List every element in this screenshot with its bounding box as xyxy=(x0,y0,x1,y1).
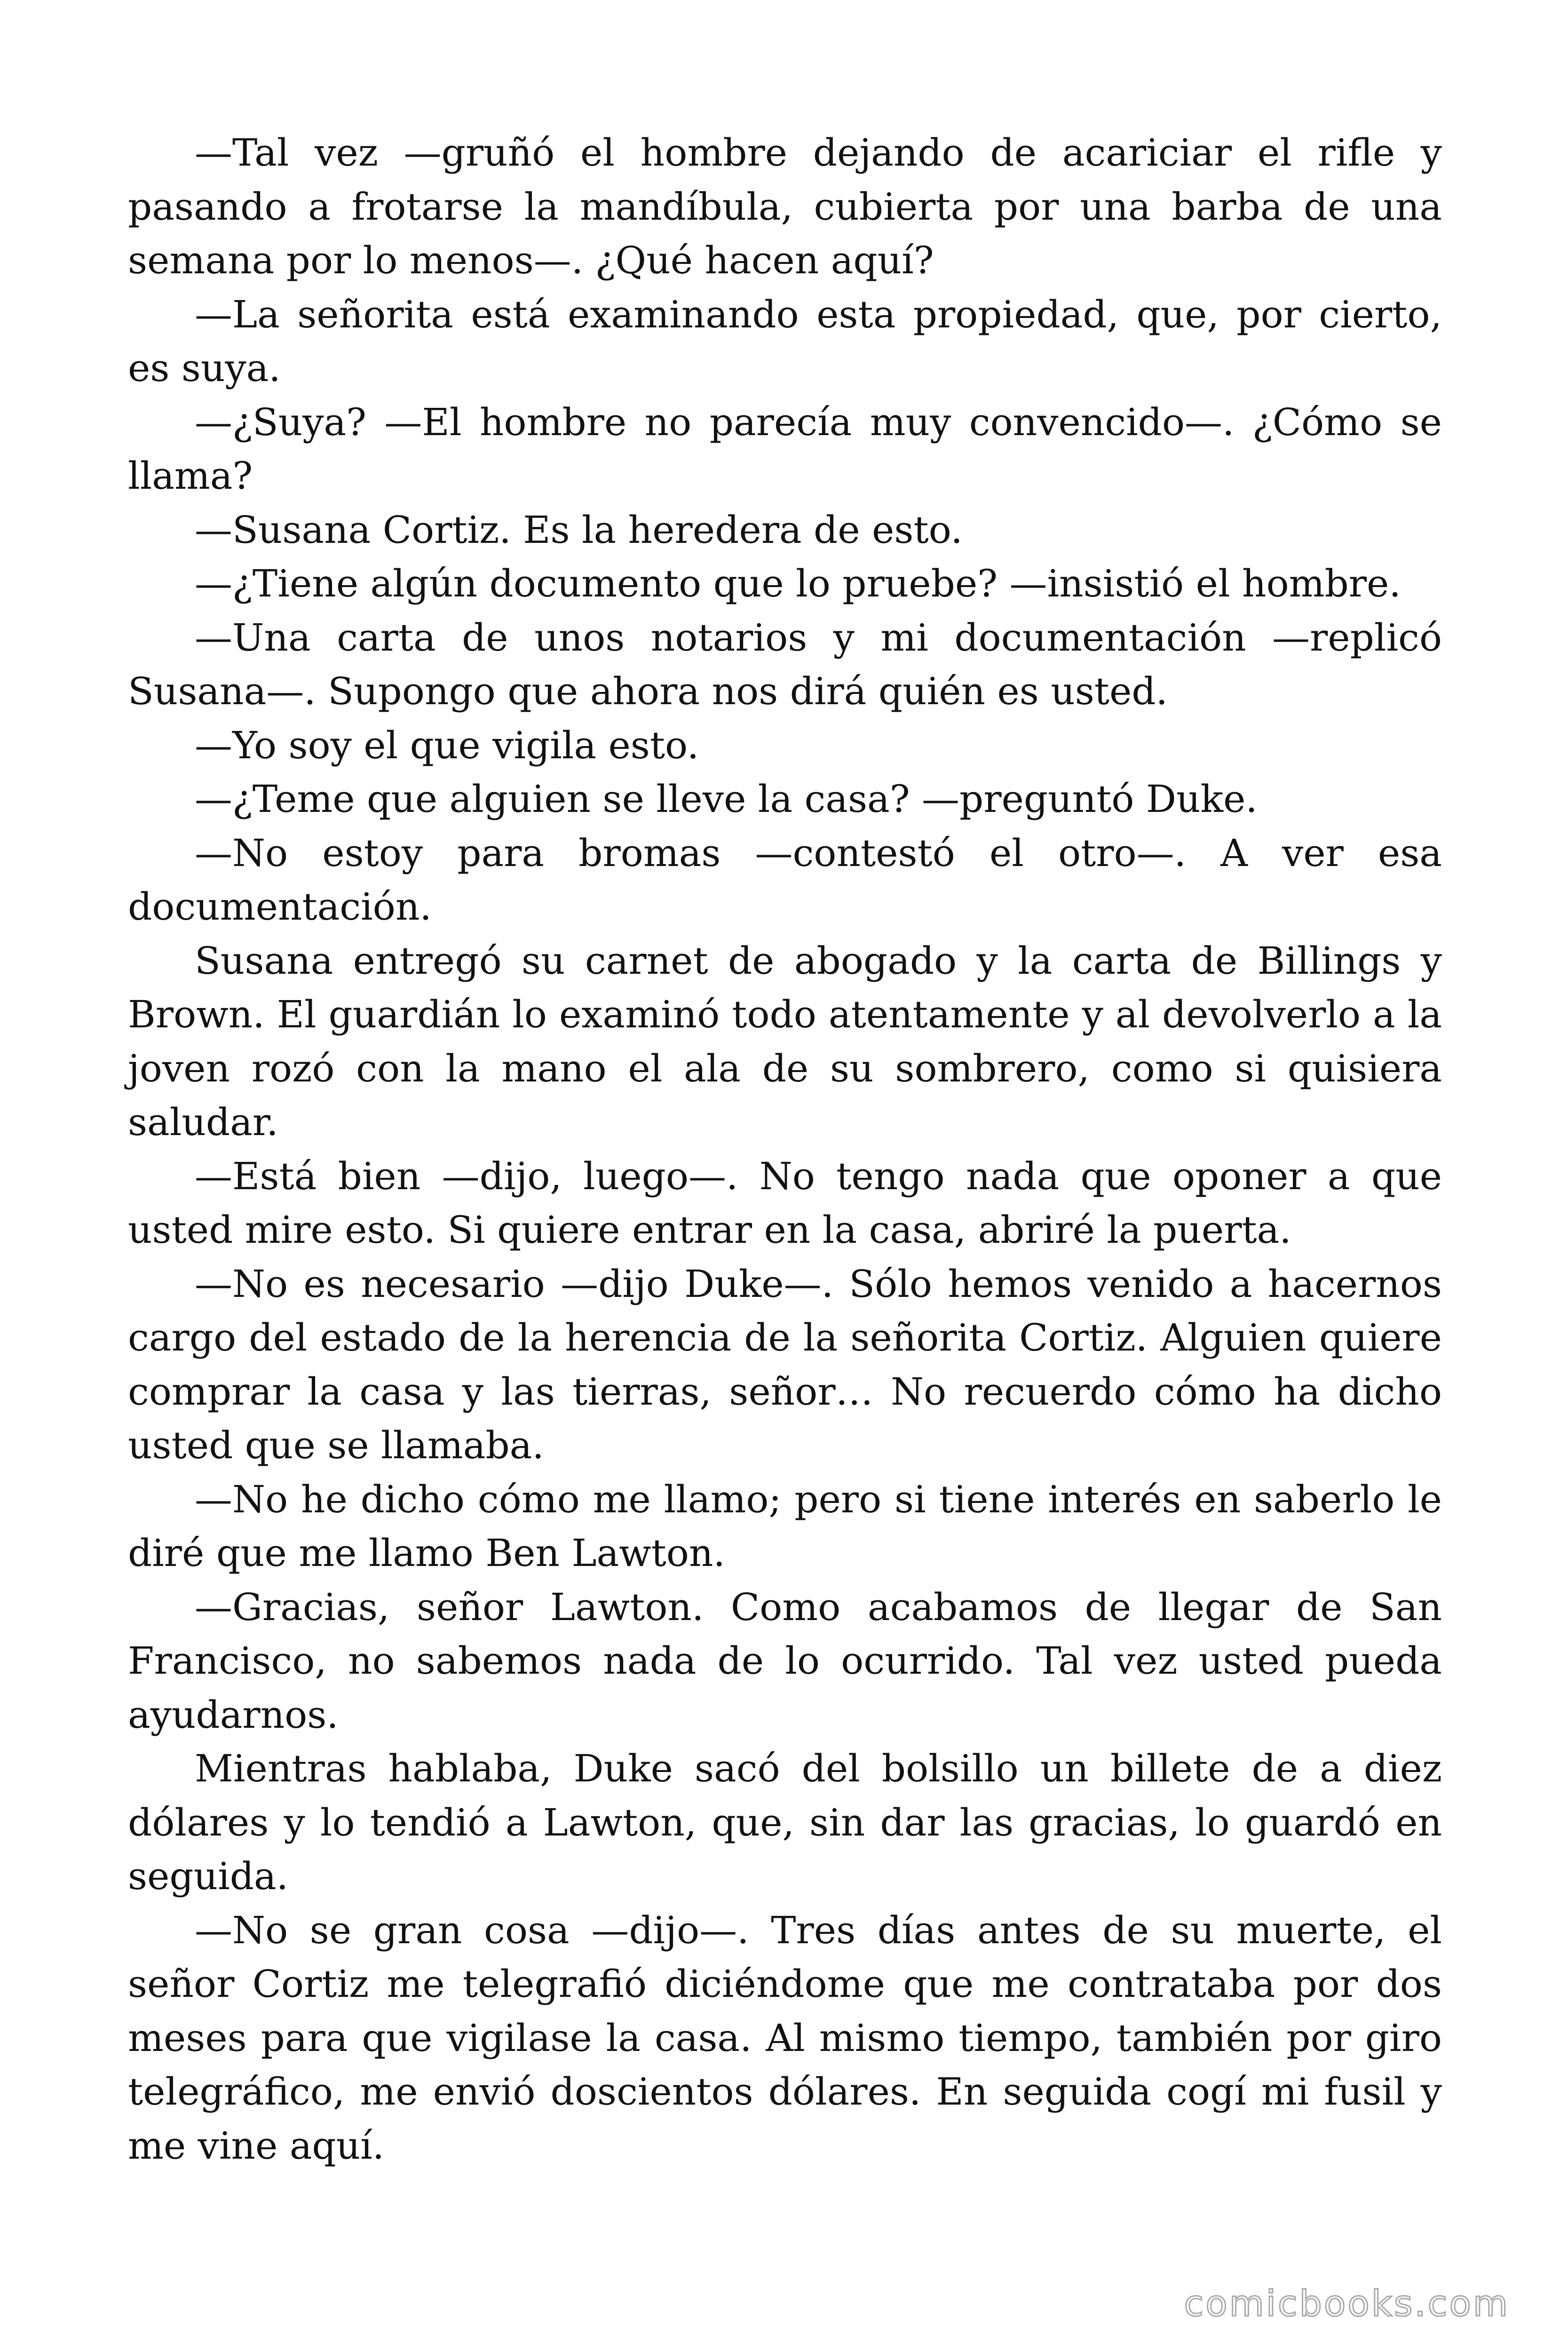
paragraph: —Está bien —dijo, luego—. No tengo nada que oponer a que usted mire esto. Si quiere entrar en la casa, abriré la puerta. xyxy=(128,1154,1442,1252)
paragraph: Mientras hablaba, Duke sacó del bolsillo un billete de a diez dólares y lo tendió a Lawton, que, sin dar las gracias, lo guardó en seguida. xyxy=(128,1747,1442,1898)
paragraph: —¿Suya? —El hombre no parecía muy convencido—. ¿Cómo se llama? xyxy=(128,400,1442,498)
paragraph: —¿Tiene algún documento que lo pruebe? —insistió el hombre. xyxy=(195,562,1401,605)
page-body xyxy=(128,126,1442,2173)
paragraph: —Tal vez —gruñó el hombre dejando de acariciar el rifle y pasando a frotarse la mandíbula, cubierta por una barba de una semana por lo menos—. ¿Qué hacen aquí? xyxy=(128,131,1442,282)
paragraph: Susana entregó su carnet de abogado y la carta de Billings y Brown. El guardián lo examinó todo atentamente y al devolverlo a la joven rozó con la mano el ala de su sombrero, como si quisiera saludar. xyxy=(128,938,1442,1144)
watermark: comicbooks.com xyxy=(1184,2282,1510,2324)
paragraph: —No se gran cosa —dijo—. Tres días antes de su muerte, el señor Cortiz me telegrafió diciéndome que me contrataba por dos meses para que vigilase la casa. Al mismo tiempo, también por giro telegráfico, me envió doscientos dólares. En seguida cogí mi fusil y me vine aquí. xyxy=(128,1908,1442,2168)
paragraph: —Una carta de unos notarios y mi documentación —replicó Susana—. Supongo que ahora nos dirá quién es usted. xyxy=(128,615,1442,713)
paragraph: —Yo soy el que vigila esto. xyxy=(195,723,699,767)
paragraph: —¿Teme que alguien se lleve la casa? —preguntó Duke. xyxy=(195,777,1258,821)
paragraph: —Gracias, señor Lawton. Como acabamos de llegar de San Francisco, no sabemos nada de lo ocurrido. Tal vez usted pueda ayudarnos. xyxy=(128,1585,1442,1737)
paragraph: —No he dicho cómo me llamo; pero si tiene interés en saberlo le diré que me llamo Ben Lawton. xyxy=(128,1477,1442,1575)
paragraph: —Susana Cortiz. Es la heredera de esto. xyxy=(195,508,963,552)
paragraph: —No estoy para bromas —contestó el otro—. A ver esa documentación. xyxy=(128,831,1442,929)
paragraph: —No es necesario —dijo Duke—. Sólo hemos venido a hacernos cargo del estado de la herencia de la señorita Cortiz. Alguien quiere comprar la casa y las tierras, señor… No recuerdo cómo ha dicho usted que se llamaba. xyxy=(128,1262,1442,1467)
paragraph: —La señorita está examinando esta propiedad, que, por cierto, es suya. xyxy=(128,292,1442,390)
